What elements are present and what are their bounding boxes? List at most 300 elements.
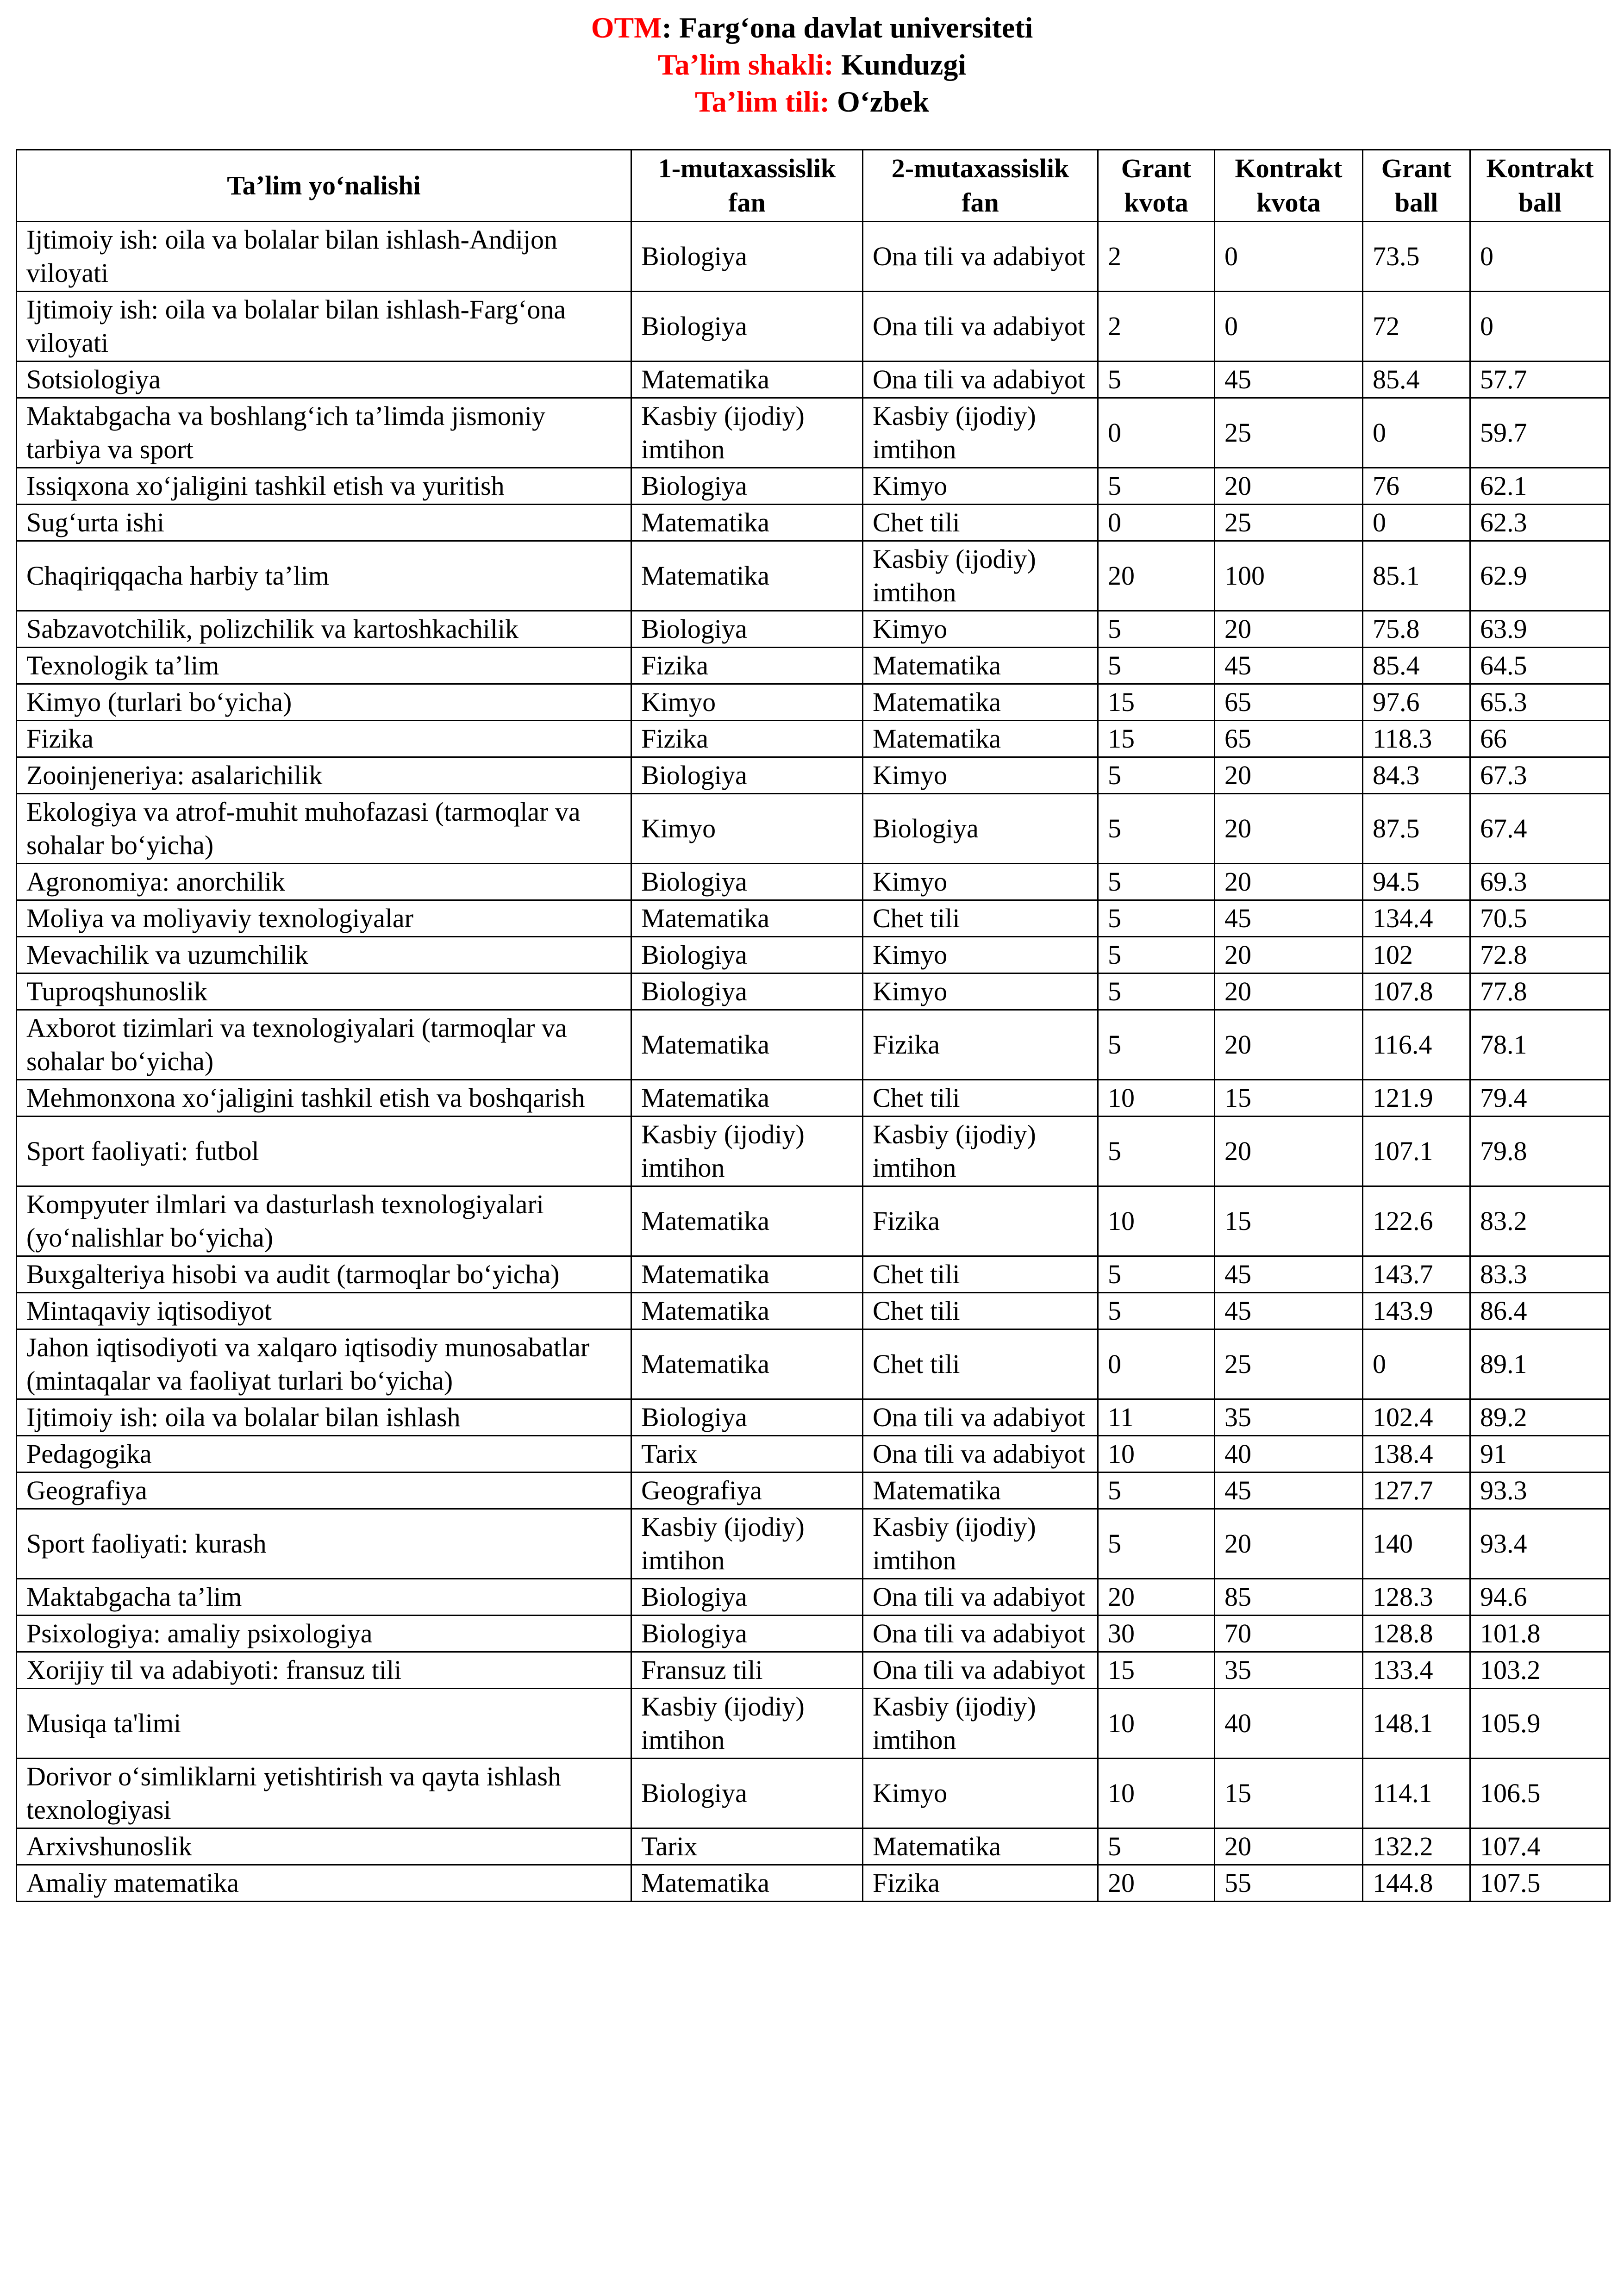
col-kontrakt-ball-cell: 65.3 <box>1470 684 1610 721</box>
col-2-mutaxassislik-fan-cell: Chet tili <box>863 505 1098 541</box>
col-grant-ball-cell: 102.4 <box>1363 1399 1470 1436</box>
table-row <box>17 292 1610 362</box>
col-talim-yonalishi-cell: Fizika <box>17 721 631 757</box>
col-1-mutaxassislik-fan-cell: Matematika <box>631 1186 863 1256</box>
col-kontrakt-kvota-cell: 25 <box>1215 398 1363 468</box>
col-grant-kvota-cell: 5 <box>1098 1293 1215 1329</box>
table-row <box>17 794 1610 864</box>
col-talim-yonalishi-cell: Sug‘urta ishi <box>17 505 631 541</box>
col-kontrakt-kvota-cell: 0 <box>1215 292 1363 362</box>
col-grant-kvota-cell: 5 <box>1098 900 1215 937</box>
col-2-mutaxassislik-fan-cell: Kasbiy (ijodiy) imtihon <box>863 541 1098 611</box>
col-talim-yonalishi-cell: Jahon iqtisodiyoti va xalqaro iqtisodiy munosabatlar (mintaqalar va faoliyat turlari bo‘yicha) <box>17 1329 631 1399</box>
col-1-mutaxassislik-fan-cell: Fizika <box>631 721 863 757</box>
col-1-mutaxassislik-fan-cell: Matematika <box>631 362 863 398</box>
col-grant-ball-cell: 114.1 <box>1363 1759 1470 1828</box>
col-kontrakt-kvota-cell: 45 <box>1215 1472 1363 1509</box>
col-1-mutaxassislik-fan-cell: Tarix <box>631 1436 863 1472</box>
table-row <box>17 1329 1610 1399</box>
col-grant-kvota-cell: 10 <box>1098 1689 1215 1759</box>
col-kontrakt-kvota-cell: 45 <box>1215 648 1363 684</box>
col-2-mutaxassislik-fan-cell: Kimyo <box>863 864 1098 900</box>
col-kontrakt-kvota-cell: 45 <box>1215 1293 1363 1329</box>
col-2-mutaxassislik-fan-cell: Kimyo <box>863 611 1098 648</box>
col-1-mutaxassislik-fan-cell: Matematika <box>631 1865 863 1902</box>
talim-shakli-label: Ta’lim shakli: <box>657 48 834 81</box>
otm-value: Farg‘ona davlat universiteti <box>679 11 1033 44</box>
col-grant-ball-cell: 0 <box>1363 398 1470 468</box>
col-2-mutaxassislik-fan-cell: Ona tili va adabiyot <box>863 1579 1098 1616</box>
col-grant-kvota-cell: 20 <box>1098 541 1215 611</box>
col-kontrakt-ball-cell: 70.5 <box>1470 900 1610 937</box>
col-1-mutaxassislik-fan-cell: Biologiya <box>631 1759 863 1828</box>
col-kontrakt-ball-cell: 105.9 <box>1470 1689 1610 1759</box>
table-row <box>17 973 1610 1010</box>
col-grant-ball-cell: 76 <box>1363 468 1470 505</box>
col-kontrakt-kvota-cell: 45 <box>1215 1256 1363 1293</box>
col-grant-ball-cell: 134.4 <box>1363 900 1470 937</box>
col-kontrakt-kvota-cell: 20 <box>1215 864 1363 900</box>
col-kontrakt-kvota-cell: 20 <box>1215 1509 1363 1579</box>
col-kontrakt-ball-cell: 79.8 <box>1470 1117 1610 1186</box>
col-1-mutaxassislik-fan-cell: Kimyo <box>631 684 863 721</box>
col-1-mutaxassislik-fan-cell: Kasbiy (ijodiy) imtihon <box>631 1689 863 1759</box>
col-2-mutaxassislik-fan-cell: Kimyo <box>863 937 1098 973</box>
table-row <box>17 721 1610 757</box>
col-2-mutaxassislik-fan-cell: Kimyo <box>863 1759 1098 1828</box>
talim-tili-value: O‘zbek <box>837 85 930 118</box>
col-talim-yonalishi-cell: Psixologiya: amaliy psixologiya <box>17 1616 631 1652</box>
col-1-mutaxassislik-fan-cell: Biologiya <box>631 864 863 900</box>
col-1-mutaxassislik-fan-cell: Tarix <box>631 1828 863 1865</box>
col-1-mutaxassislik-fan-cell: Matematika <box>631 1256 863 1293</box>
col-1-mutaxassislik-fan-cell: Geografiya <box>631 1472 863 1509</box>
col-grant-kvota-cell: 2 <box>1098 292 1215 362</box>
col-grant-kvota-cell: 11 <box>1098 1399 1215 1436</box>
col-grant-kvota-cell: 5 <box>1098 937 1215 973</box>
col-talim-yonalishi-cell: Dorivor o‘simliklarni yetishtirish va qayta ishlash texnologiyasi <box>17 1759 631 1828</box>
table-row <box>17 541 1610 611</box>
col-2-mutaxassislik-fan-cell: Fizika <box>863 1186 1098 1256</box>
col-kontrakt-ball-cell: 67.4 <box>1470 794 1610 864</box>
col-grant-ball-cell: 144.8 <box>1363 1865 1470 1902</box>
col-kontrakt-ball-cell: 107.4 <box>1470 1828 1610 1865</box>
col-grant-ball-cell: 0 <box>1363 1329 1470 1399</box>
talim-tili-label: Ta’lim tili: <box>694 85 830 118</box>
table-row <box>17 1010 1610 1080</box>
table-body <box>17 222 1610 1902</box>
col-grant-kvota-cell: 0 <box>1098 398 1215 468</box>
col-1-mutaxassislik-fan-cell: Kasbiy (ijodiy) imtihon <box>631 1117 863 1186</box>
col-kontrakt-kvota-cell: 45 <box>1215 900 1363 937</box>
col-kontrakt-ball-cell: 93.4 <box>1470 1509 1610 1579</box>
table-row <box>17 1652 1610 1689</box>
col-1-mutaxassislik-fan-cell: Matematika <box>631 541 863 611</box>
col-grant-kvota-cell: 5 <box>1098 1117 1215 1186</box>
col-2-mutaxassislik-fan-cell: Matematika <box>863 1828 1098 1865</box>
table-row <box>17 222 1610 292</box>
col-2-mutaxassislik-fan-cell: Kasbiy (ijodiy) imtihon <box>863 1689 1098 1759</box>
col-grant-ball-cell: 118.3 <box>1363 721 1470 757</box>
col-grant-kvota-cell: 10 <box>1098 1759 1215 1828</box>
col-talim-yonalishi-cell: Ekologiya va atrof-muhit muhofazasi (tarmoqlar va sohalar bo‘yicha) <box>17 794 631 864</box>
col-2-mutaxassislik-fan-cell: Kimyo <box>863 757 1098 794</box>
col-talim-yonalishi-cell: Geografiya <box>17 1472 631 1509</box>
col-grant-kvota-cell: 30 <box>1098 1616 1215 1652</box>
col-talim-yonalishi-cell: Mintaqaviy iqtisodiyot <box>17 1293 631 1329</box>
col-talim-yonalishi-cell: Maktabgacha va boshlang‘ich ta’limda jismoniy tarbiya va sport <box>17 398 631 468</box>
table-row <box>17 1828 1610 1865</box>
col-talim-yonalishi-cell: Zooinjeneriya: asalarichilik <box>17 757 631 794</box>
col-1-mutaxassislik-fan-cell: Matematika <box>631 1329 863 1399</box>
col-kontrakt-kvota-cell: 85 <box>1215 1579 1363 1616</box>
otm-line: OTM: Farg‘ona davlat universiteti <box>591 11 1033 44</box>
col-kontrakt-ball-cell: 79.4 <box>1470 1080 1610 1117</box>
col-kontrakt-kvota-cell: 20 <box>1215 1117 1363 1186</box>
table-row <box>17 1399 1610 1436</box>
col-1-mutaxassislik-fan-cell: Matematika <box>631 900 863 937</box>
col-grant-kvota-cell: 5 <box>1098 362 1215 398</box>
table-row <box>17 684 1610 721</box>
col-talim-yonalishi-cell: Amaliy matematika <box>17 1865 631 1902</box>
col-1-mutaxassislik-fan-cell: Biologiya <box>631 611 863 648</box>
col-kontrakt-kvota-cell: 20 <box>1215 468 1363 505</box>
col-1-mutaxassislik-fan-cell: Matematika <box>631 1293 863 1329</box>
table-row <box>17 1759 1610 1828</box>
col-2-mutaxassislik-fan-cell: Biologiya <box>863 794 1098 864</box>
table-row <box>17 1117 1610 1186</box>
col-2-mutaxassislik-fan-cell: Chet tili <box>863 1080 1098 1117</box>
table-row <box>17 757 1610 794</box>
col-2-mutaxassislik-fan-cell: Kimyo <box>863 468 1098 505</box>
col-grant-kvota-cell: 5 <box>1098 973 1215 1010</box>
col-2-mutaxassislik-fan-cell: Chet tili <box>863 1256 1098 1293</box>
col-kontrakt-ball-cell: 89.2 <box>1470 1399 1610 1436</box>
col-kontrakt-kvota-cell: 20 <box>1215 757 1363 794</box>
col-2-mutaxassislik-fan-cell: Kimyo <box>863 973 1098 1010</box>
col-kontrakt-kvota-cell: 40 <box>1215 1689 1363 1759</box>
col-kontrakt-kvota-cell: 20 <box>1215 611 1363 648</box>
table-row <box>17 1616 1610 1652</box>
col-grant-ball-cell: 148.1 <box>1363 1689 1470 1759</box>
col-grant-ball-cell: 0 <box>1363 505 1470 541</box>
col-grant-ball-cell: 84.3 <box>1363 757 1470 794</box>
col-kontrakt-kvota-cell: 20 <box>1215 794 1363 864</box>
col-2-mutaxassislik-fan-cell: Ona tili va adabiyot <box>863 222 1098 292</box>
col-2-mutaxassislik-fan-header: 2-mutaxassislik fan <box>863 150 1098 222</box>
col-kontrakt-kvota-cell: 25 <box>1215 505 1363 541</box>
col-2-mutaxassislik-fan-cell: Matematika <box>863 648 1098 684</box>
col-kontrakt-ball-cell: 72.8 <box>1470 937 1610 973</box>
table-row <box>17 1256 1610 1293</box>
col-kontrakt-kvota-cell: 20 <box>1215 1010 1363 1080</box>
col-1-mutaxassislik-fan-cell: Fransuz tili <box>631 1652 863 1689</box>
col-2-mutaxassislik-fan-cell: Fizika <box>863 1865 1098 1902</box>
col-kontrakt-kvota-cell: 65 <box>1215 721 1363 757</box>
col-grant-kvota-cell: 20 <box>1098 1579 1215 1616</box>
table-row <box>17 1509 1610 1579</box>
col-grant-ball-cell: 121.9 <box>1363 1080 1470 1117</box>
col-kontrakt-kvota-cell: 25 <box>1215 1329 1363 1399</box>
col-grant-kvota-cell: 5 <box>1098 1828 1215 1865</box>
col-kontrakt-ball-cell: 77.8 <box>1470 973 1610 1010</box>
col-grant-ball-cell: 102 <box>1363 937 1470 973</box>
col-2-mutaxassislik-fan-cell: Ona tili va adabiyot <box>863 1399 1098 1436</box>
table-row <box>17 1186 1610 1256</box>
table-row <box>17 398 1610 468</box>
col-talim-yonalishi-cell: Issiqxona xo‘jaligini tashkil etish va yuritish <box>17 468 631 505</box>
talim-tili-line <box>0 83 1624 120</box>
col-kontrakt-ball-cell: 62.9 <box>1470 541 1610 611</box>
col-1-mutaxassislik-fan-cell: Fizika <box>631 648 863 684</box>
talim-shakli-value: Kunduzgi <box>841 48 967 81</box>
col-kontrakt-kvota-cell: 20 <box>1215 1828 1363 1865</box>
col-kontrakt-kvota-header: Kontrakt kvota <box>1215 150 1363 222</box>
col-grant-ball-cell: 107.8 <box>1363 973 1470 1010</box>
col-1-mutaxassislik-fan-cell: Kasbiy (ijodiy) imtihon <box>631 398 863 468</box>
col-grant-ball-cell: 85.4 <box>1363 362 1470 398</box>
col-2-mutaxassislik-fan-cell: Ona tili va adabiyot <box>863 1652 1098 1689</box>
col-2-mutaxassislik-fan-cell: Ona tili va adabiyot <box>863 362 1098 398</box>
col-kontrakt-ball-cell: 91 <box>1470 1436 1610 1472</box>
col-kontrakt-ball-cell: 67.3 <box>1470 757 1610 794</box>
col-2-mutaxassislik-fan-cell: Kasbiy (ijodiy) imtihon <box>863 1509 1098 1579</box>
col-grant-ball-cell: 87.5 <box>1363 794 1470 864</box>
table-row <box>17 864 1610 900</box>
col-talim-yonalishi-cell: Kimyo (turlari bo‘yicha) <box>17 684 631 721</box>
col-grant-ball-cell: 116.4 <box>1363 1010 1470 1080</box>
col-grant-ball-cell: 72 <box>1363 292 1470 362</box>
col-kontrakt-ball-cell: 83.3 <box>1470 1256 1610 1293</box>
col-kontrakt-ball-cell: 101.8 <box>1470 1616 1610 1652</box>
col-kontrakt-kvota-cell: 35 <box>1215 1652 1363 1689</box>
col-grant-kvota-cell: 10 <box>1098 1436 1215 1472</box>
col-grant-ball-cell: 143.9 <box>1363 1293 1470 1329</box>
col-talim-yonalishi-cell: Pedagogika <box>17 1436 631 1472</box>
col-1-mutaxassislik-fan-cell: Matematika <box>631 1080 863 1117</box>
col-kontrakt-ball-cell: 103.2 <box>1470 1652 1610 1689</box>
col-grant-ball-cell: 128.8 <box>1363 1616 1470 1652</box>
col-grant-ball-cell: 127.7 <box>1363 1472 1470 1509</box>
col-grant-ball-cell: 94.5 <box>1363 864 1470 900</box>
col-talim-yonalishi-cell: Sport faoliyati: futbol <box>17 1117 631 1186</box>
table-row <box>17 1293 1610 1329</box>
col-grant-ball-cell: 128.3 <box>1363 1579 1470 1616</box>
col-grant-ball-cell: 85.4 <box>1363 648 1470 684</box>
col-2-mutaxassislik-fan-cell: Chet tili <box>863 1293 1098 1329</box>
col-1-mutaxassislik-fan-cell: Biologiya <box>631 757 863 794</box>
col-talim-yonalishi-cell: Mevachilik va uzumchilik <box>17 937 631 973</box>
col-kontrakt-kvota-cell: 100 <box>1215 541 1363 611</box>
col-talim-yonalishi-cell: Musiqa ta'limi <box>17 1689 631 1759</box>
col-grant-kvota-cell: 15 <box>1098 721 1215 757</box>
col-talim-yonalishi-cell: Maktabgacha ta’lim <box>17 1579 631 1616</box>
col-grant-kvota-cell: 5 <box>1098 1010 1215 1080</box>
col-2-mutaxassislik-fan-cell: Matematika <box>863 721 1098 757</box>
table-row <box>17 1080 1610 1117</box>
col-grant-ball-cell: 132.2 <box>1363 1828 1470 1865</box>
col-grant-ball-cell: 75.8 <box>1363 611 1470 648</box>
col-grant-ball-cell: 140 <box>1363 1509 1470 1579</box>
talim-shakli-line <box>0 46 1624 83</box>
col-talim-yonalishi-cell: Chaqiriqqacha harbiy ta’lim <box>17 541 631 611</box>
col-kontrakt-ball-cell: 94.6 <box>1470 1579 1610 1616</box>
col-2-mutaxassislik-fan-cell: Ona tili va adabiyot <box>863 292 1098 362</box>
col-kontrakt-ball-cell: 57.7 <box>1470 362 1610 398</box>
col-1-mutaxassislik-fan-header: 1-mutaxassislik fan <box>631 150 863 222</box>
col-talim-yonalishi-cell: Mehmonxona xo‘jaligini tashkil etish va boshqarish <box>17 1080 631 1117</box>
col-2-mutaxassislik-fan-cell: Ona tili va adabiyot <box>863 1436 1098 1472</box>
col-kontrakt-kvota-cell: 15 <box>1215 1080 1363 1117</box>
col-kontrakt-ball-cell: 0 <box>1470 292 1610 362</box>
col-kontrakt-ball-cell: 0 <box>1470 222 1610 292</box>
col-kontrakt-ball-cell: 64.5 <box>1470 648 1610 684</box>
col-1-mutaxassislik-fan-cell: Kimyo <box>631 794 863 864</box>
col-kontrakt-ball-cell: 66 <box>1470 721 1610 757</box>
col-kontrakt-kvota-cell: 15 <box>1215 1759 1363 1828</box>
table-row <box>17 1865 1610 1902</box>
col-grant-kvota-cell: 5 <box>1098 794 1215 864</box>
col-grant-ball-cell: 107.1 <box>1363 1117 1470 1186</box>
table-row <box>17 468 1610 505</box>
col-grant-ball-cell: 73.5 <box>1363 222 1470 292</box>
col-talim-yonalishi-cell: Ijtimoiy ish: oila va bolalar bilan ishlash-Farg‘ona viloyati <box>17 292 631 362</box>
table-row <box>17 1579 1610 1616</box>
col-kontrakt-ball-cell: 93.3 <box>1470 1472 1610 1509</box>
col-kontrakt-kvota-cell: 0 <box>1215 222 1363 292</box>
col-grant-ball-header: Grant ball <box>1363 150 1470 222</box>
col-kontrakt-ball-cell: 62.1 <box>1470 468 1610 505</box>
col-1-mutaxassislik-fan-cell: Biologiya <box>631 1579 863 1616</box>
col-talim-yonalishi-cell: Arxivshunoslik <box>17 1828 631 1865</box>
col-2-mutaxassislik-fan-cell: Chet tili <box>863 1329 1098 1399</box>
col-talim-yonalishi-cell: Ijtimoiy ish: oila va bolalar bilan ishlash <box>17 1399 631 1436</box>
col-grant-ball-cell: 85.1 <box>1363 541 1470 611</box>
col-grant-kvota-cell: 5 <box>1098 648 1215 684</box>
col-2-mutaxassislik-fan-cell: Kasbiy (ijodiy) imtihon <box>863 1117 1098 1186</box>
table-row <box>17 900 1610 937</box>
col-kontrakt-kvota-cell: 45 <box>1215 362 1363 398</box>
col-talim-yonalishi-cell: Axborot tizimlari va texnologiyalari (tarmoqlar va sohalar bo‘yicha) <box>17 1010 631 1080</box>
col-grant-kvota-cell: 10 <box>1098 1080 1215 1117</box>
col-kontrakt-kvota-cell: 35 <box>1215 1399 1363 1436</box>
col-talim-yonalishi-cell: Texnologik ta’lim <box>17 648 631 684</box>
col-grant-kvota-cell: 5 <box>1098 1509 1215 1579</box>
col-kontrakt-ball-cell: 83.2 <box>1470 1186 1610 1256</box>
col-2-mutaxassislik-fan-cell: Fizika <box>863 1010 1098 1080</box>
col-kontrakt-ball-cell: 63.9 <box>1470 611 1610 648</box>
col-grant-kvota-cell: 5 <box>1098 1472 1215 1509</box>
col-talim-yonalishi-cell: Xorijiy til va adabiyoti: fransuz tili <box>17 1652 631 1689</box>
table-header-row <box>17 150 1610 222</box>
otm-label: OTM <box>591 11 662 44</box>
col-kontrakt-kvota-cell: 40 <box>1215 1436 1363 1472</box>
col-kontrakt-kvota-cell: 65 <box>1215 684 1363 721</box>
table-row <box>17 648 1610 684</box>
table-row <box>17 611 1610 648</box>
col-2-mutaxassislik-fan-cell: Matematika <box>863 684 1098 721</box>
col-1-mutaxassislik-fan-cell: Biologiya <box>631 468 863 505</box>
col-1-mutaxassislik-fan-cell: Biologiya <box>631 1616 863 1652</box>
col-kontrakt-ball-header: Kontrakt ball <box>1470 150 1610 222</box>
col-kontrakt-ball-cell: 62.3 <box>1470 505 1610 541</box>
col-kontrakt-ball-cell: 59.7 <box>1470 398 1610 468</box>
table-row <box>17 1436 1610 1472</box>
col-talim-yonalishi-cell: Tuproqshunoslik <box>17 973 631 1010</box>
col-grant-kvota-cell: 5 <box>1098 468 1215 505</box>
col-grant-kvota-cell: 2 <box>1098 222 1215 292</box>
col-1-mutaxassislik-fan-cell: Biologiya <box>631 1399 863 1436</box>
col-grant-kvota-cell: 0 <box>1098 505 1215 541</box>
col-2-mutaxassislik-fan-cell: Matematika <box>863 1472 1098 1509</box>
col-grant-kvota-cell: 15 <box>1098 1652 1215 1689</box>
quota-table <box>16 149 1611 1902</box>
col-talim-yonalishi-cell: Agronomiya: anorchilik <box>17 864 631 900</box>
col-kontrakt-ball-cell: 78.1 <box>1470 1010 1610 1080</box>
col-grant-kvota-cell: 20 <box>1098 1865 1215 1902</box>
col-kontrakt-ball-cell: 89.1 <box>1470 1329 1610 1399</box>
col-1-mutaxassislik-fan-cell: Biologiya <box>631 222 863 292</box>
col-grant-ball-cell: 143.7 <box>1363 1256 1470 1293</box>
col-1-mutaxassislik-fan-cell: Biologiya <box>631 937 863 973</box>
col-grant-kvota-cell: 0 <box>1098 1329 1215 1399</box>
table-row <box>17 1472 1610 1509</box>
col-kontrakt-ball-cell: 107.5 <box>1470 1865 1610 1902</box>
col-grant-kvota-cell: 5 <box>1098 757 1215 794</box>
col-talim-yonalishi-cell: Sport faoliyati: kurash <box>17 1509 631 1579</box>
table-row <box>17 505 1610 541</box>
col-kontrakt-kvota-cell: 15 <box>1215 1186 1363 1256</box>
col-grant-ball-cell: 122.6 <box>1363 1186 1470 1256</box>
col-grant-ball-cell: 97.6 <box>1363 684 1470 721</box>
col-1-mutaxassislik-fan-cell: Matematika <box>631 505 863 541</box>
col-kontrakt-kvota-cell: 70 <box>1215 1616 1363 1652</box>
col-kontrakt-kvota-cell: 55 <box>1215 1865 1363 1902</box>
col-kontrakt-kvota-cell: 20 <box>1215 973 1363 1010</box>
col-grant-kvota-cell: 5 <box>1098 1256 1215 1293</box>
document-header <box>0 9 1624 120</box>
col-grant-ball-cell: 133.4 <box>1363 1652 1470 1689</box>
col-2-mutaxassislik-fan-cell: Chet tili <box>863 900 1098 937</box>
col-2-mutaxassislik-fan-cell: Kasbiy (ijodiy) imtihon <box>863 398 1098 468</box>
col-talim-yonalishi-cell: Sabzavotchilik, polizchilik va kartoshkachilik <box>17 611 631 648</box>
col-talim-yonalishi-cell: Buxgalteriya hisobi va audit (tarmoqlar bo‘yicha) <box>17 1256 631 1293</box>
col-talim-yonalishi-cell: Ijtimoiy ish: oila va bolalar bilan ishlash-Andijon viloyati <box>17 222 631 292</box>
col-talim-yonalishi-header: Ta’lim yo‘nalishi <box>17 150 631 222</box>
col-talim-yonalishi-cell: Kompyuter ilmlari va dasturlash texnologiyalari (yo‘nalishlar bo‘yicha) <box>17 1186 631 1256</box>
col-grant-kvota-cell: 15 <box>1098 684 1215 721</box>
col-kontrakt-ball-cell: 69.3 <box>1470 864 1610 900</box>
col-grant-kvota-header: Grant kvota <box>1098 150 1215 222</box>
table-row <box>17 362 1610 398</box>
col-grant-ball-cell: 138.4 <box>1363 1436 1470 1472</box>
col-2-mutaxassislik-fan-cell: Ona tili va adabiyot <box>863 1616 1098 1652</box>
col-talim-yonalishi-cell: Moliya va moliyaviy texnologiyalar <box>17 900 631 937</box>
col-kontrakt-ball-cell: 106.5 <box>1470 1759 1610 1828</box>
table-row <box>17 1689 1610 1759</box>
col-kontrakt-kvota-cell: 20 <box>1215 937 1363 973</box>
col-kontrakt-ball-cell: 86.4 <box>1470 1293 1610 1329</box>
col-grant-kvota-cell: 10 <box>1098 1186 1215 1256</box>
col-1-mutaxassislik-fan-cell: Matematika <box>631 1010 863 1080</box>
col-1-mutaxassislik-fan-cell: Kasbiy (ijodiy) imtihon <box>631 1509 863 1579</box>
col-grant-kvota-cell: 5 <box>1098 611 1215 648</box>
col-talim-yonalishi-cell: Sotsiologiya <box>17 362 631 398</box>
col-1-mutaxassislik-fan-cell: Biologiya <box>631 292 863 362</box>
col-grant-kvota-cell: 5 <box>1098 864 1215 900</box>
col-1-mutaxassislik-fan-cell: Biologiya <box>631 973 863 1010</box>
table-row <box>17 937 1610 973</box>
